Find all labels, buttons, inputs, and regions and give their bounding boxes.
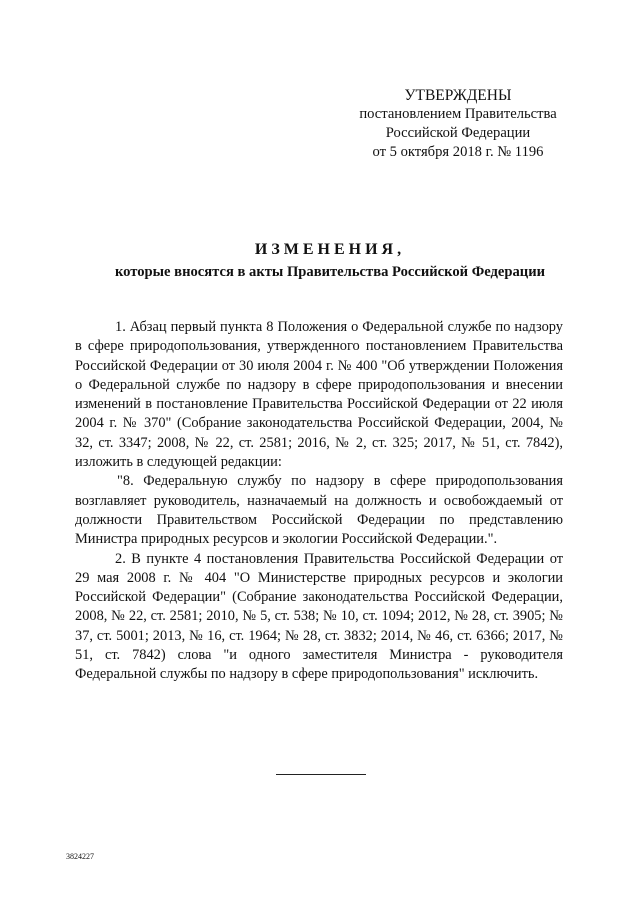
document-title <box>60 240 600 282</box>
paragraph-quote: "8. Федеральную службу по надзору в сфере природопользования возглавляет руководитель, назначаемый на должность и освобождаемый от должности Правительством Российской Федерации по представлению Министра природных ресурсов и экологии Российской Федерации.". <box>75 473 563 548</box>
approval-line-decree: постановлением Правительства <box>359 106 557 122</box>
paragraph-2: 2. В пункте 4 постановления Правительства Российской Федерации от 29 мая 2008 г. № 404 "О Министерстве природных ресурсов и экологии Российской Федерации" (Собрание законодательства Российской Федерации, 2008, № 22, ст. 2581; 2010, № 5, ст. 538; № 10, ст. 1094; 2012, № 28, ст. 3905; № 37, ст. 5001; 2013, № 16, ст. 1964; № 28, ст. 3832; 2014, № 46, ст. 6366; 2017, № 51, ст. 7842) слова "и одного заместителя Министра - руководителя Федеральной службы по надзору в сфере природопользования" исключить. <box>75 550 563 683</box>
approval-line-date: от 5 октября 2018 г. № 1196 <box>372 144 544 160</box>
approval-stamp <box>330 86 586 162</box>
closing-divider <box>276 774 366 775</box>
title-main: ИЗМЕНЕНИЯ, <box>254 241 406 258</box>
document-code: 3824227 <box>66 852 94 861</box>
approval-line-government: Российской Федерации <box>385 125 531 141</box>
title-subtitle: которые вносятся в акты Правительства Российской Федерации <box>114 264 546 280</box>
approval-heading: УТВЕРЖДЕНЫ <box>404 87 512 104</box>
document-body <box>75 318 563 685</box>
paragraph-1: 1. Абзац первый пункта 8 Положения о Федеральной службе по надзору в сфере природопользования, утвержденного постановлением Правительства Российской Федерации от 30 июля 2004 г. № 400 "Об утверждении Положения о Федеральной службе по надзору в сфере природопользования и внесении изменений в постановление Правительства Российской Федерации от 22 июля 2004 г. № 370" (Собрание законодательства Российской Федерации, 2004, № 32, ст. 3347; 2008, № 22, ст. 2581; 2016, № 2, ст. 325; 2017, № 51, ст. 7842), изложить в следующей редакции: <box>75 319 563 471</box>
